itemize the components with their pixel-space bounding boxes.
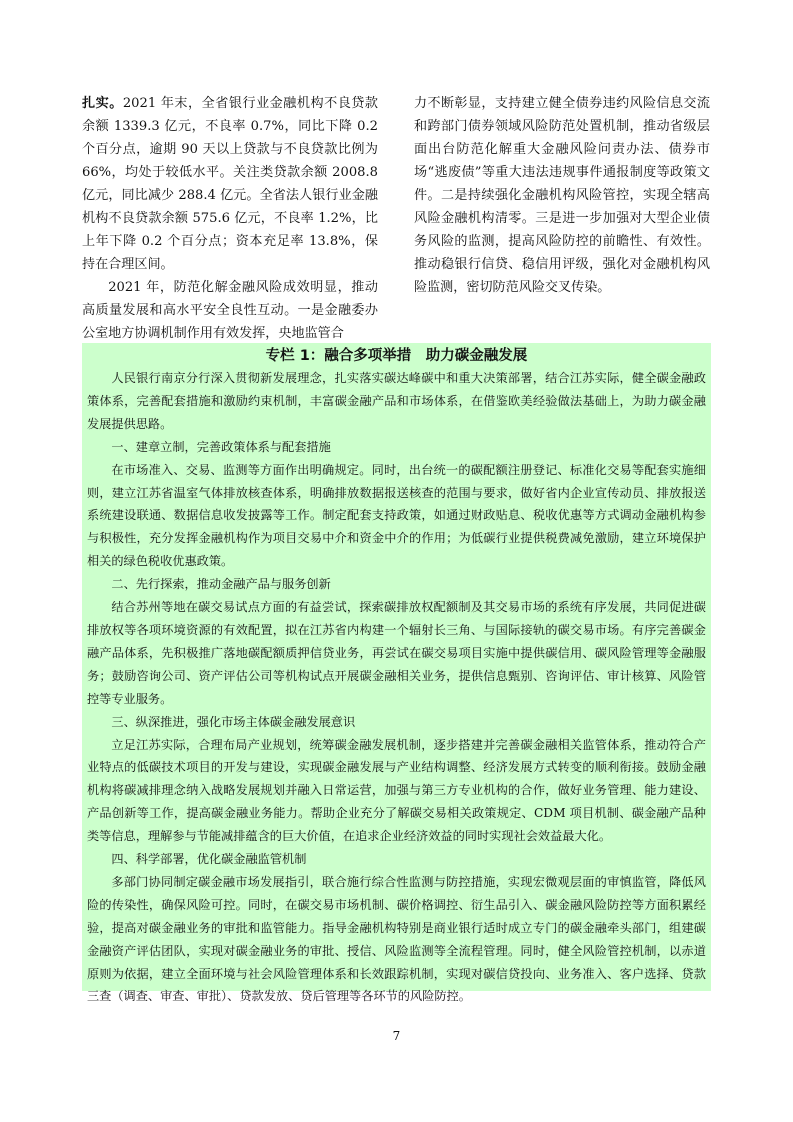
section-heading: 一、建章立制，完善政策体系与配套措施 <box>111 439 331 454</box>
section-heading: 二、先行探索，推动金融产品与服务创新 <box>111 577 331 592</box>
paragraph-text: 2021 年末，全省银行业金融机构不良贷款余额 1339.3 亿元，不良率 0.7%，同比下降 0.2 个百分点，逾期 90 天以上贷款与不良贷款比例为 66%，均处于较低水平。关注类贷款余额 2008.8 亿元，同比减少 288.4 亿元。全省法人银行业金融机构不良贷款余额 575.6 亿元，不良率 1.2%，比上年下降 0.2 个百分点；资本充足率 13.8%，保持在合理区间。 <box>82 96 379 272</box>
section-heading: 三、纵深推进，强化市场主体碳金融发展意识 <box>111 714 356 729</box>
column-box-title: 专栏 1：融合多项举措 助力碳金融发展 <box>265 348 528 364</box>
left-text-column <box>82 92 378 345</box>
section-body: 在市场准入、交易、监测等方面作出明确规定。同时，出台统一的碳配额注册登记、标准化交易等配套实施细则，建立江苏省温室气体排放核查体系，明确排放数据报送核查的范围与要求，做好省内企业宣传动员、排放报送系统建设联通、数据信息收发披露等工作。制定配套支持政策，如通过财政贴息、税收优惠等方式调动金融机构参与积极性，充分发挥金融机构作为项目交易中介和资金中介的作用；为低碳行业提供税费减免激励，建立环境保护相关的绿色税收优惠政策。 <box>87 462 706 569</box>
column-box <box>82 343 711 1004</box>
bold-lead-text: 扎实。 <box>82 96 123 111</box>
section-body: 多部门协同制定碳金融市场发展指引，联合施行综合性监测与防控措施，实现宏微观层面的审慎监管，降低风险的传染性，确保风险可控。同时，在碳交易市场机制、碳价格调控、衍生品引入、碳金融风险防控等方面积累经验，提高对碳金融业务的审批和监管能力。指导金融机构特别是商业银行适时成立专门的碳金融牵头部门，组建碳金融资产评估团队，实现对碳金融业务的审批、授信、风险监测等全流程管理。同时，健全风险管控机制，以赤道原则为依据，建立全面环境与社会风险管理体系和长效跟踪机制，实现对碳信贷投向、业务准入、客户选择、贷款三查（调查、审查、审批）、贷款发放、贷后管理等各环节的风险防控。 <box>87 874 706 1004</box>
section-body: 结合苏州等地在碳交易试点方面的有益尝试，探索碳排放权配额制及其交易市场的系统有序发展，共同促进碳排放权等各项环境资源的有效配置，拟在江苏省内构建一个辐射长三角、与国际接轨的碳交易市场。有序完善碳金融产品体系，先积极推广落地碳配额质押信贷业务，再尝试在碳交易项目实施中提供碳信用、碳风险管理等金融服务；鼓励咨询公司、资产评估公司等机构试点开展碳金融相关业务，提供信息甄别、咨询评估、审计核算、风险管控等专业服务。 <box>87 600 706 706</box>
right-text-column <box>414 92 710 299</box>
page-number: 7 <box>392 1029 401 1043</box>
paragraph: 2021 年，防范化解金融风险成效明显，推动高质量发展和高水平安全良性互动。一是金融委办公室地方协调机制作用有效发挥，央地监管合 <box>82 280 378 341</box>
column-box-intro: 人民银行南京分行深入贯彻新发展理念，扎实落实碳达峰碳中和重大决策部署，结合江苏实际，健全碳金融政策体系，完善配套措施和激励约束机制，丰富碳金融产品和市场体系，在借鉴欧美经验做法基础上，为助力碳金融发展提供思路。 <box>87 371 706 431</box>
paragraph: 力不断彰显，支持建立健全债券违约风险信息交流和跨部门债券领域风险防范处置机制，推动省级层面出台防范化解重大金融风险问责办法、债券市场“逃废债”等重大违法违规事件通报制度等政策文件。二是持续强化金融机构风险管控，实现全辖高风险金融机构清零。三是进一步加强对大型企业债务风险的监测，提高风险防控的前瞻性、有效性。推动稳银行信贷、稳信用评级，强化对金融机构风险监测，密切防范风险交叉传染。 <box>414 96 710 295</box>
paragraph <box>82 92 378 276</box>
section-body: 立足江苏实际，合理布局产业规划，统筹碳金融发展机制，逐步搭建并完善碳金融相关监管体系，推动符合产业特点的低碳技术项目的开发与建设，实现碳金融发展与产业结构调整、经济发展方式转变的顺利衔接。鼓励金融机构将碳减排理念纳入战略发展规划并融入日常运营，加强与第三方专业机构的合作，做好业务管理、能力建设、产品创新等工作，提高碳金融业务能力。帮助企业充分了解碳交易相关政策规定、CDM 项目机制、碳金融产品种类等信息，理解参与节能减排蕴含的巨大价值，在追求企业经济效益的同时实现社会效益最大化。 <box>87 737 706 844</box>
section-heading: 四、科学部署，优化碳金融监管机制 <box>111 852 307 867</box>
